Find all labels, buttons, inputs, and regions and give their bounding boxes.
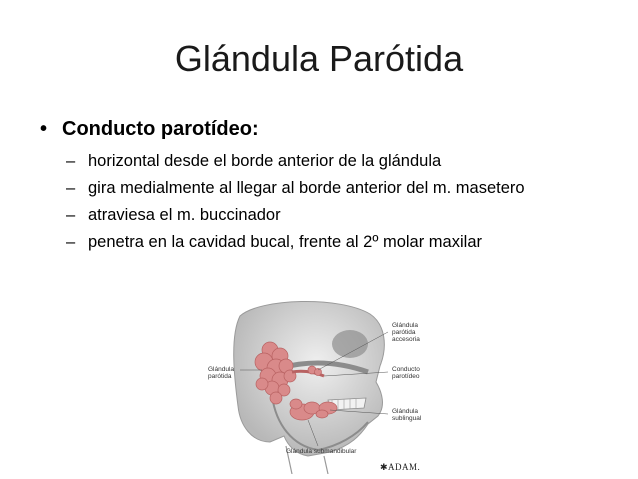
dash-symbol: – bbox=[66, 152, 76, 170]
dash-symbol: – bbox=[66, 233, 76, 251]
label-accessory-parotid: Glándula parótida accesoria bbox=[392, 322, 420, 343]
label-sublingual-gland: Glándula sublingual bbox=[392, 408, 422, 422]
anatomy-illustration bbox=[200, 296, 450, 474]
bullet-dot: • bbox=[40, 118, 48, 140]
dash-symbol: – bbox=[66, 206, 76, 224]
sub-bullet bbox=[66, 177, 626, 199]
sub-bullet-text: atraviesa el m. buccinador bbox=[88, 206, 281, 224]
sub-bullet-text: horizontal desde el borde anterior de la glándula bbox=[88, 152, 442, 170]
orbit-shape bbox=[332, 330, 368, 358]
main-bullet bbox=[40, 118, 259, 141]
sub-bullet bbox=[66, 150, 626, 172]
sub-bullet bbox=[66, 231, 626, 253]
sub-bullet-text: penetra en la cavidad bucal, frente al 2º molar maxilar bbox=[88, 233, 482, 251]
main-bullet-text: Conducto parotídeo: bbox=[62, 118, 259, 140]
skull-shape bbox=[234, 301, 385, 456]
label-submandibular-gland: Glándula submandibular bbox=[286, 448, 357, 455]
label-parotid-gland: Glándula parótida bbox=[208, 366, 235, 380]
sub-bullet-list bbox=[66, 150, 626, 258]
adam-logo: ✱ADAM. bbox=[380, 462, 421, 472]
dash-symbol: – bbox=[66, 179, 76, 197]
sub-bullet bbox=[66, 204, 626, 226]
label-parotid-duct: Conducto parotídeo bbox=[392, 366, 420, 380]
slide-title: Glándula Parótida bbox=[174, 38, 464, 79]
sub-bullet-text: gira medialmente al llegar al borde anterior del m. masetero bbox=[88, 179, 525, 197]
